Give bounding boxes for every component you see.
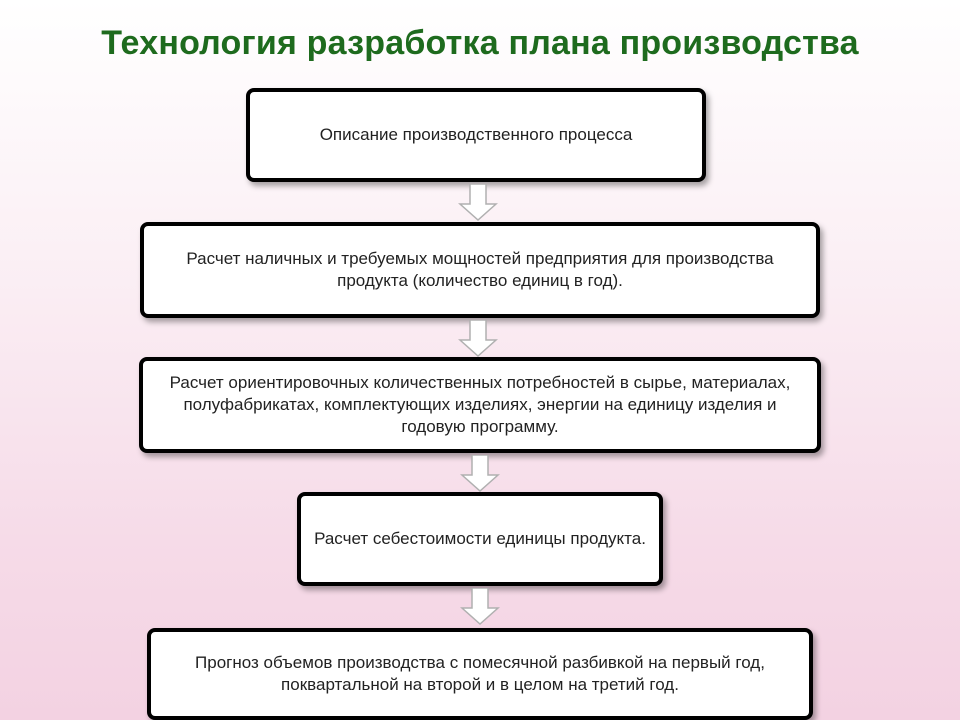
down-arrow-icon xyxy=(458,184,498,224)
step-2-text: Расчет наличных и требуемых мощностей предприятия для производства продукта (количество единиц в год). xyxy=(186,249,774,290)
step-3-box xyxy=(139,357,821,453)
page-title: Технология разработка плана производства xyxy=(101,24,859,62)
step-2-box xyxy=(140,222,820,318)
step-1-box xyxy=(246,88,706,182)
step-3-text: Расчет ориентировочных количественных потребностей в сырье, материалах, полуфабрикатах, комплектующих изделиях, энергии на единицу изделия и годовую программу. xyxy=(169,373,791,436)
step-5-text: Прогноз объемов производства с помесячной разбивкой на первый год, поквартальной на второй и в целом на третий год. xyxy=(195,653,765,694)
down-arrow-icon xyxy=(460,455,500,495)
step-4-box xyxy=(297,492,663,586)
step-5-box xyxy=(147,628,813,720)
step-1-text: Описание производственного процесса xyxy=(319,125,633,144)
step-4-text: Расчет себестоимости единицы продукта. xyxy=(314,529,646,548)
down-arrow-icon xyxy=(458,320,498,360)
down-arrow-icon xyxy=(460,588,500,628)
